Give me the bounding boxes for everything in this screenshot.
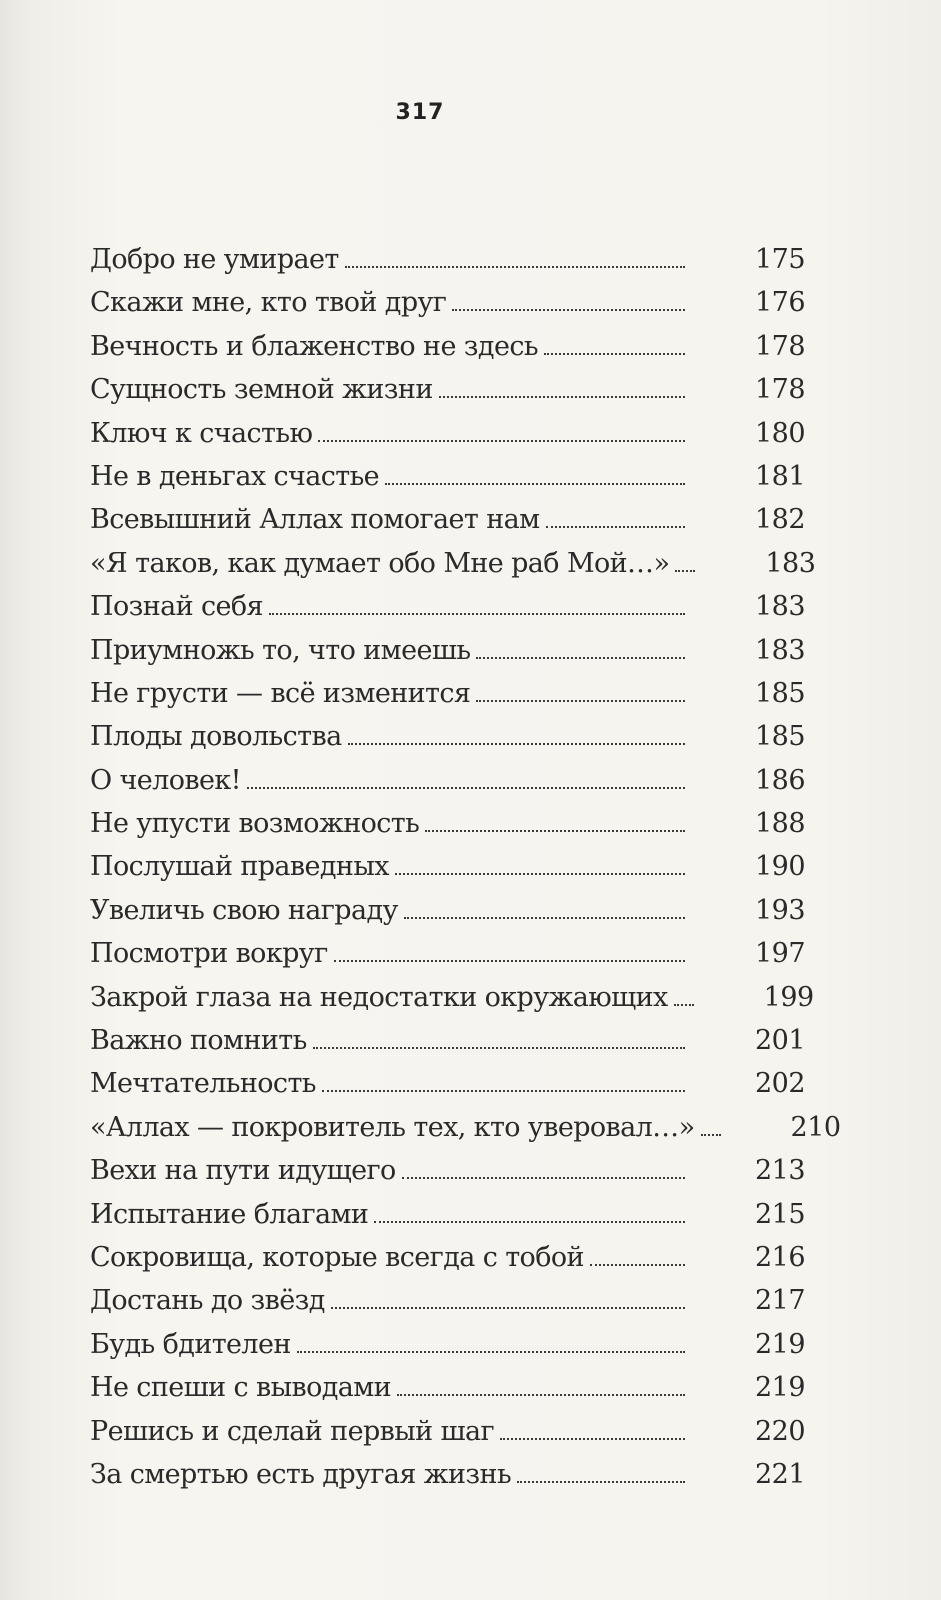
toc-entry <box>90 802 805 845</box>
toc-entry-page: 188 <box>755 808 806 840</box>
toc-entry <box>90 455 805 498</box>
dot-leader <box>476 657 685 659</box>
toc-entry <box>90 759 805 802</box>
dot-leader <box>402 1177 685 1179</box>
dot-leader <box>318 440 685 442</box>
toc-entry-page: 181 <box>755 460 806 492</box>
dot-leader <box>385 483 685 485</box>
page-number: 317 <box>395 100 445 125</box>
toc-entry-title: Приумножь то, что имеешь <box>90 634 471 666</box>
dot-leader <box>404 917 685 919</box>
dot-leader <box>331 1307 685 1309</box>
toc-entry <box>90 542 816 585</box>
toc-entry-page: 215 <box>755 1198 806 1230</box>
dot-leader <box>425 830 685 832</box>
toc-entry <box>90 325 805 368</box>
dot-leader <box>546 526 685 528</box>
table-of-contents <box>90 238 841 1496</box>
toc-entry-page: 213 <box>755 1155 806 1187</box>
toc-entry-page: 183 <box>755 591 806 623</box>
toc-entry-page: 180 <box>755 417 806 449</box>
dot-leader <box>269 613 685 615</box>
dot-leader <box>590 1264 685 1266</box>
dot-leader <box>348 743 685 745</box>
toc-entry <box>90 412 805 455</box>
dot-leader <box>452 309 685 311</box>
dot-leader <box>322 1090 685 1092</box>
toc-entry <box>90 1106 841 1149</box>
dot-leader <box>247 787 685 789</box>
toc-entry-page: 216 <box>755 1241 806 1273</box>
toc-entry-page: 186 <box>755 764 806 796</box>
toc-entry-page: 176 <box>755 287 806 319</box>
toc-entry <box>90 368 805 411</box>
toc-entry-page: 178 <box>755 330 806 362</box>
toc-entry-page: 183 <box>765 547 816 579</box>
toc-entry-title: Не грусти — всё изменится <box>90 677 471 709</box>
toc-entry <box>90 845 805 888</box>
toc-entry-page: 221 <box>755 1458 806 1490</box>
toc-entry-title: Вечность и блаженство не здесь <box>90 330 538 362</box>
toc-entry <box>90 1366 805 1409</box>
dot-leader <box>500 1438 685 1440</box>
toc-entry-title: Ключ к счастью <box>90 417 313 449</box>
dot-leader <box>374 1221 685 1223</box>
toc-entry-title: Вехи на пути идущего <box>90 1155 396 1187</box>
toc-entry-title: Важно помнить <box>90 1025 307 1057</box>
toc-entry <box>90 498 805 541</box>
toc-entry-page: 197 <box>755 938 806 970</box>
toc-entry-title: Познай себя <box>90 591 263 623</box>
toc-entry <box>90 1019 805 1062</box>
toc-entry-page: 185 <box>755 677 806 709</box>
toc-entry <box>90 715 805 758</box>
toc-entry <box>90 585 805 628</box>
dot-leader <box>544 353 685 355</box>
toc-entry-title: Не в деньгах счастье <box>90 460 380 492</box>
toc-entry-page: 175 <box>755 244 806 275</box>
toc-entry-title: Добро не умирает <box>90 244 339 275</box>
toc-entry-page: 178 <box>755 374 806 406</box>
toc-entry-title: Увеличь свою награду <box>90 894 398 926</box>
toc-entry-title: Всевышний Аллах помогает нам <box>90 504 540 536</box>
toc-entry <box>90 932 805 975</box>
toc-entry-page: 182 <box>755 504 806 536</box>
toc-entry-page: 217 <box>755 1285 806 1317</box>
dot-leader <box>675 570 695 572</box>
toc-entry-title: «Я таков, как думает обо Мне раб Мой…» <box>90 547 670 579</box>
dot-leader <box>345 266 685 268</box>
toc-entry-page: 220 <box>755 1415 806 1447</box>
toc-entry <box>90 1062 805 1105</box>
toc-entry-page: 210 <box>790 1111 841 1143</box>
toc-entry-title: Сокровища, которые всегда с тобой <box>90 1241 584 1273</box>
toc-entry-title: Не упусти возможность <box>90 808 420 840</box>
toc-entry <box>90 1453 805 1496</box>
toc-entry-title: Скажи мне, кто твой друг <box>90 287 447 319</box>
toc-entry-page: 190 <box>755 851 806 883</box>
toc-entry-title: Испытание благами <box>90 1198 369 1230</box>
dot-leader <box>517 1481 685 1483</box>
toc-entry-title: «Аллах — покровитель тех, кто уверовал…» <box>90 1111 695 1143</box>
toc-entry-title: Достань до звёзд <box>90 1285 325 1317</box>
toc-entry <box>90 1236 805 1279</box>
toc-entry <box>90 1279 805 1322</box>
toc-entry-title: За смертью есть другая жизнь <box>90 1458 512 1490</box>
toc-entry-page: 202 <box>755 1068 806 1100</box>
toc-entry <box>90 976 814 1019</box>
toc-entry <box>90 629 805 672</box>
toc-entry-title: Мечтательность <box>90 1068 316 1100</box>
toc-entry-title: Сущность земной жизни <box>90 374 433 406</box>
toc-entry-page: 185 <box>755 721 806 753</box>
dot-leader <box>674 1004 694 1006</box>
toc-entry-title: Посмотри вокруг <box>90 938 328 970</box>
dot-leader <box>476 700 685 702</box>
toc-entry-page: 199 <box>763 981 814 1013</box>
toc-entry <box>90 281 805 324</box>
toc-entry-page: 201 <box>755 1025 806 1057</box>
toc-entry-page: 219 <box>755 1372 806 1404</box>
dot-leader <box>313 1047 685 1049</box>
toc-entry-title: Плоды довольства <box>90 721 342 753</box>
toc-entry-page: 183 <box>755 634 806 666</box>
dot-leader <box>297 1351 685 1353</box>
toc-entry <box>90 1149 805 1192</box>
toc-entry <box>90 672 805 715</box>
dot-leader <box>439 396 685 398</box>
dot-leader <box>397 1394 685 1396</box>
dot-leader <box>334 960 685 962</box>
toc-entry-title: Послушай праведных <box>90 851 389 883</box>
toc-entry-page: 219 <box>755 1328 806 1360</box>
toc-entry-title: Решись и сделай первый шаг <box>90 1415 495 1447</box>
toc-entry-page: 193 <box>755 894 806 926</box>
toc-entry-title: Закрой глаза на недостатки окружающих <box>90 981 668 1013</box>
toc-entry-title: Будь бдителен <box>90 1328 291 1360</box>
dot-leader <box>701 1134 721 1136</box>
dot-leader <box>395 873 685 875</box>
toc-entry-title: Не спеши с выводами <box>90 1372 392 1404</box>
toc-entry <box>90 1193 805 1236</box>
toc-entry <box>90 238 805 281</box>
toc-entry <box>90 889 805 932</box>
toc-entry <box>90 1410 805 1453</box>
toc-entry-title: О человек! <box>90 764 241 796</box>
toc-entry <box>90 1323 805 1366</box>
